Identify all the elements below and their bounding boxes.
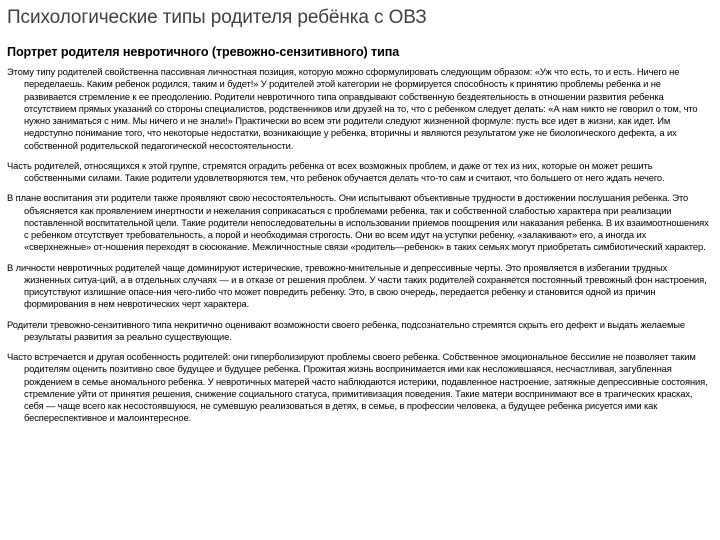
slide-title: Психологические типы родителя ребёнка с ОВЗ (7, 7, 427, 28)
paragraph-4: В личности невротичных родителей чаще доминируют истерические, тревожно-мнительные и депрессивные черты. Это проявляется в избегании трудных жизненных ситуа-ций, а в отдельных случаях — и в отказе от решения проблем. У части таких родителей сохраняется постоянный тревожный фон настроения, присутствуют излишние опасе-ния чего-либо что может повредить ребенку. Это, в свою очередь, передается ребенку и становится одной из причин формирования в нем невротических черт характера. (7, 261, 707, 310)
paragraph-3: В плане воспитания эти родители также проявляют свою несостоятельность. Они испытывают объективные трудности в достижении послушания ребенка. Это объясняется как проявлением инертности и нежелания соприкасаться с проблемами ребенка, так и собственной слабостью характера при реализации поставленной воспитательной цели. Такие родители непоследовательны в использовании приемов поощрения или наказания ребенка. В их взаимоотношениях с ребенком отсутствует требовательность, а порой и необходимая строгость. Они во всем идут на уступки ребенку, «залакивают» его, а иногда их «сверхнежные» от-ношения переходят в сюсюкание. Межличностные связи «родитель—ребенок» в таких семьях могут приобретать симбиотический характер. (7, 192, 709, 253)
slide-body (7, 66, 712, 425)
paragraph-1: Этому типу родителей свойственна пассивная личностная позиция, которую можно сформулировать следующим образом: «Уж что есть, то и есть. Ничего не переделаешь. Каким ребенок родился, таким и будет!» У родителей этой категории не формируется способность к принятию проблемы ребенка и не развивается стремление к ее преодолению. Родители невротичного типа оправдывают собственную бездеятельность в отношении развития ребенка отсутствием прямых указаний со стороны специалистов, родственников или друзей на то, что с ребенком следует делать: «А нам никто не говорил о том, что нужно заниматься с ним. Мы ничего и не знали!» Практически во всем эти родители следуют жизненной формуле: пусть все идет в жизни, как идет. Им недоступно понимание того, что некоторые недостатки, возникающие у ребенка, вторичны и являются результатом уже не биологического дефекта, а их собственной родительской педагогической несостоятельности. (7, 66, 698, 151)
paragraph-6: Часто встречается и другая особенность родителей: они гиперболизируют проблемы своего ребенка. Собственное эмоциональное бессилие не позволяет таким родителям оценить позитивно свое будущее и будущее ребенка. Прожитая жизнь воспринимается ими как несложившаяся, несчастливая, загубленная рождением в семье аномального ребенка. У невротичных матерей часто наблюдаются истерики, подавленное настроение, затяжные депрессивные состояния, стремление уйти от принятия решения, снижение социального статуса, примитивизация поведения. Такие матери воспринимают все в трагических красках, себя — чаще всего как несостоявшуюся, не сумевшую реализоваться в детях, в семье, в профессии человека, а будущее ребенка рисуется ими как беспереспективное и малоинтересное. (7, 351, 708, 424)
slide-subtitle: Портрет родителя невротичного (тревожно-сензитивного) типа (7, 45, 400, 59)
paragraph-2: Часть родителей, относящихся к этой группе, стремятся оградить ребенка от всех возможных проблем, и даже от тех из них, которые он может решить собственными силами. Такие родители удовлетворяются тем, что ребенок обучается делать что-то сам и считают, что большего от него ждать нечего. (7, 159, 665, 183)
paragraph-5: Родители тревожно-сензитивного типа некритично оценивают возможности своего ребенка, подсознательно стремятся скрыть его дефект и выдать желаемые результаты развития за реально существующие. (7, 318, 685, 342)
